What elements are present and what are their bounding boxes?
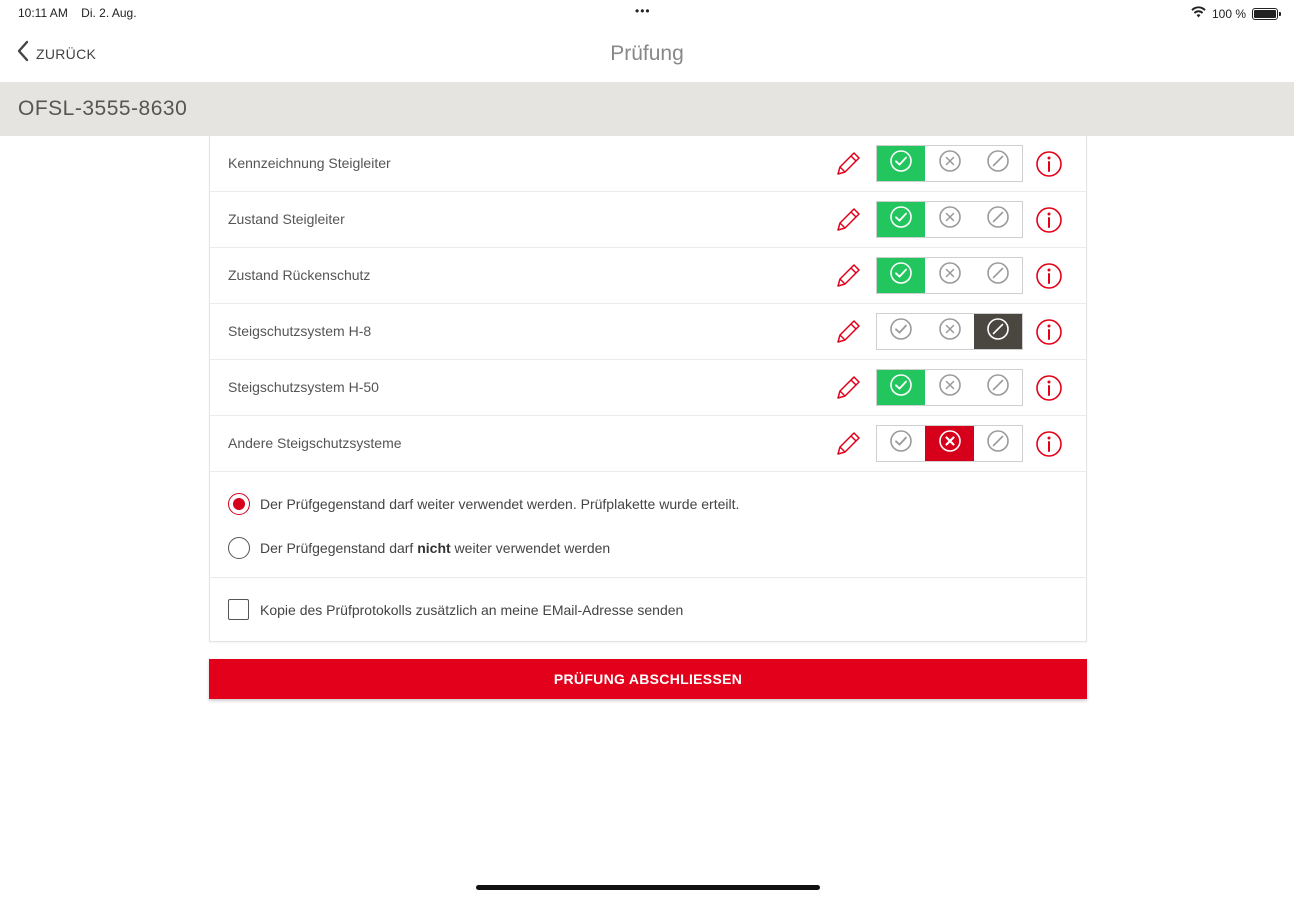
radio-option-not-usable[interactable] [228, 537, 610, 559]
status-ok-button[interactable] [877, 202, 925, 237]
radio-selected-dot [233, 498, 245, 510]
radio-label-not-usable-emphasis: nicht [417, 540, 451, 556]
device-id: OFSL-3555-8630 [18, 97, 188, 120]
check-circle-icon [889, 373, 913, 402]
status-date: Di. 2. Aug. [81, 6, 137, 20]
status-not-applicable-button[interactable] [974, 370, 1022, 405]
info-icon[interactable] [1034, 429, 1064, 459]
status-segmented-control [876, 313, 1023, 350]
pencil-icon[interactable] [833, 317, 863, 347]
status-ok-button[interactable] [877, 258, 925, 293]
status-segmented-control [876, 145, 1023, 182]
check-circle-icon [889, 317, 913, 346]
status-fail-button[interactable] [925, 314, 974, 349]
navigation-bar [0, 28, 1294, 82]
verdict-radio-group [210, 472, 1086, 578]
status-ok-button[interactable] [877, 146, 925, 181]
check-circle-icon [889, 149, 913, 178]
checklist-item-label: Andere Steigschutzsysteme [228, 435, 402, 451]
multitasking-dots[interactable]: ••• [635, 4, 651, 18]
info-icon[interactable] [1034, 317, 1064, 347]
status-not-applicable-button[interactable] [974, 146, 1022, 181]
checklist-row [210, 136, 1086, 192]
slash-circle-icon [986, 261, 1010, 290]
slash-circle-icon [986, 205, 1010, 234]
slash-circle-icon [986, 317, 1010, 346]
radio-button-usable[interactable] [228, 493, 250, 515]
checklist-item-label: Kennzeichnung Steigleiter [228, 155, 391, 171]
inspection-card [209, 136, 1087, 642]
status-not-applicable-button[interactable] [974, 202, 1022, 237]
status-segmented-control [876, 425, 1023, 462]
info-icon[interactable] [1034, 149, 1064, 179]
info-icon[interactable] [1034, 373, 1064, 403]
info-icon[interactable] [1034, 261, 1064, 291]
x-circle-icon [938, 317, 962, 346]
checklist-row [210, 416, 1086, 472]
pencil-icon[interactable] [833, 429, 863, 459]
check-circle-icon [889, 261, 913, 290]
pencil-icon[interactable] [833, 373, 863, 403]
wifi-icon [1191, 6, 1206, 21]
x-circle-icon [938, 261, 962, 290]
status-not-applicable-button[interactable] [974, 314, 1022, 349]
check-circle-icon [889, 429, 913, 458]
status-not-applicable-button[interactable] [974, 426, 1022, 461]
status-bar [0, 0, 1294, 28]
status-segmented-control [876, 201, 1023, 238]
battery-icon [1252, 8, 1278, 20]
status-fail-button[interactable] [925, 426, 974, 461]
battery-percent: 100 % [1211, 6, 1246, 21]
x-circle-icon [938, 373, 962, 402]
checklist-row [210, 304, 1086, 360]
email-copy-label: Kopie des Prüfprotokolls zusätzlich an meine EMail-Adresse senden [260, 601, 684, 618]
slash-circle-icon [986, 149, 1010, 178]
device-header [0, 82, 1294, 136]
checklist-item-label: Zustand Steigleiter [228, 211, 345, 227]
email-copy-option[interactable] [228, 599, 683, 620]
status-time: 10:11 AM [18, 6, 68, 20]
home-indicator[interactable] [476, 885, 820, 890]
status-fail-button[interactable] [925, 258, 974, 293]
battery-fill [1254, 10, 1276, 18]
status-segmented-control [876, 369, 1023, 406]
checklist-row [210, 192, 1086, 248]
back-label: ZURÜCK [36, 45, 97, 62]
x-circle-icon [938, 149, 962, 178]
radio-button-not-usable[interactable] [228, 537, 250, 559]
page-title: Prüfung [610, 42, 684, 65]
email-copy-row [210, 578, 1086, 640]
status-fail-button[interactable] [925, 146, 974, 181]
finish-inspection-button[interactable]: PRÜFUNG ABSCHLIESSEN [209, 659, 1087, 699]
status-ok-button[interactable] [877, 370, 925, 405]
pencil-icon[interactable] [833, 205, 863, 235]
info-icon[interactable] [1034, 205, 1064, 235]
status-segmented-control [876, 257, 1023, 294]
status-fail-button[interactable] [925, 202, 974, 237]
status-fail-button[interactable] [925, 370, 974, 405]
email-copy-checkbox[interactable] [228, 599, 249, 620]
checklist-row [210, 360, 1086, 416]
x-circle-icon [938, 205, 962, 234]
pencil-icon[interactable] [833, 149, 863, 179]
status-indicators [1191, 6, 1278, 21]
status-ok-button[interactable] [877, 426, 925, 461]
x-circle-icon [938, 429, 962, 458]
checklist-row [210, 248, 1086, 304]
radio-option-usable[interactable] [228, 493, 739, 515]
checklist-item-label: Steigschutzsystem H-8 [228, 323, 372, 339]
status-time-date [18, 6, 137, 20]
status-not-applicable-button[interactable] [974, 258, 1022, 293]
slash-circle-icon [986, 429, 1010, 458]
radio-label-not-usable [260, 540, 610, 556]
checklist [210, 136, 1086, 472]
slash-circle-icon [986, 373, 1010, 402]
checklist-item-label: Steigschutzsystem H-50 [228, 379, 379, 395]
radio-label-not-usable-prefix: Der Prüfgegenstand darf [260, 540, 418, 556]
checklist-item-label: Zustand Rückenschutz [228, 267, 371, 283]
radio-label-usable: Der Prüfgegenstand darf weiter verwendet werden. Prüfplakette wurde erteilt. [260, 496, 740, 512]
radio-label-not-usable-suffix: weiter verwendet werden [450, 540, 611, 556]
status-ok-button[interactable] [877, 314, 925, 349]
pencil-icon[interactable] [833, 261, 863, 291]
check-circle-icon [889, 205, 913, 234]
